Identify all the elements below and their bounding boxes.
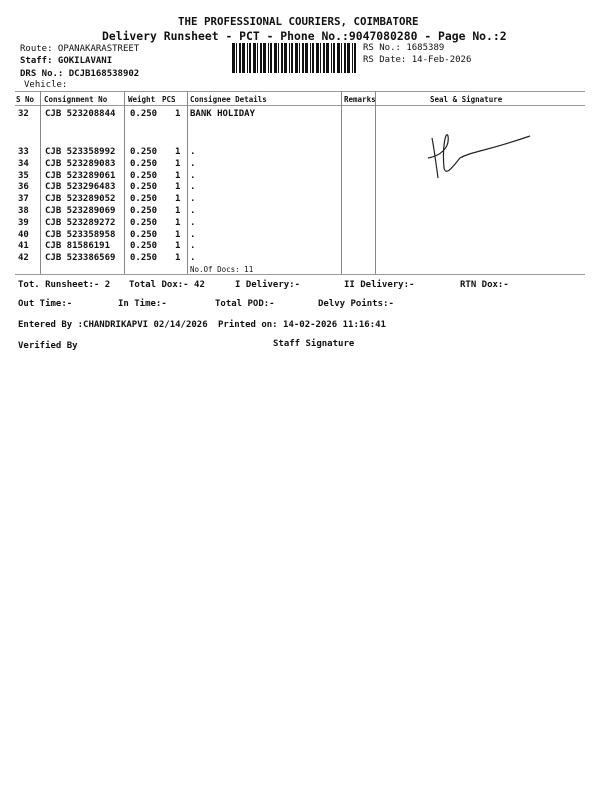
barcode-bar (302, 43, 304, 73)
i-delivery: I Delivery:- (235, 280, 301, 290)
consignee-details: . (190, 206, 196, 216)
verified-by: Verified By (18, 341, 78, 351)
consignee-details: BANK HOLIDAY (190, 109, 256, 119)
table-row (0, 253, 600, 265)
consignment-no: CJB 523289061 (45, 170, 116, 181)
barcode-bar (247, 43, 248, 73)
barcode-bar (310, 43, 311, 73)
col-sno: S No (16, 95, 35, 104)
consignee-details: . (190, 147, 196, 157)
sno: 40 (18, 229, 29, 240)
sno: 41 (18, 241, 29, 252)
tot-runsheet: Tot. Runsheet:- 2 (18, 280, 111, 290)
barcode-bar (354, 43, 356, 73)
sno: 36 (18, 182, 29, 193)
out-time: Out Time:- (18, 299, 73, 309)
col-consignment: Consignment No (44, 95, 108, 104)
staff-signature: Staff Signature (273, 339, 355, 349)
barcode-bar (257, 43, 258, 73)
barcode-bar (352, 43, 353, 73)
barcode-bar (278, 43, 279, 73)
consignee-details: . (190, 229, 196, 240)
barcode-bar (274, 43, 277, 73)
sno: 42 (18, 253, 29, 264)
barcode-bar (333, 43, 335, 73)
sno: 35 (18, 170, 29, 181)
barcode-bar (284, 43, 287, 73)
barcode (232, 43, 360, 73)
consignment-no: CJB 523289272 (45, 217, 116, 228)
weight: 0.250 (130, 182, 158, 193)
consignment-no: CJB 81586191 (45, 241, 111, 252)
in-time: In Time:- (118, 299, 167, 309)
barcode-bar (239, 43, 241, 73)
route: Route: OPANAKARASTREET (20, 44, 140, 54)
runsheet-subtitle: Delivery Runsheet - PCT - Phone No.:9047080280 - Page No.:2 (102, 29, 507, 43)
pcs: 1 (175, 109, 181, 119)
consignee-details: . (190, 170, 196, 181)
delvy-points: Delvy Points:- (318, 299, 394, 309)
barcode-bar (291, 43, 293, 73)
weight: 0.250 (130, 109, 158, 119)
printed-on: Printed on: 14-02-2026 11:16:41 (218, 320, 386, 330)
vehicle: Vehicle: (24, 80, 68, 90)
pcs: 1 (175, 217, 181, 228)
consignment-no: CJB 523289069 (45, 206, 116, 216)
weight: 0.250 (130, 158, 158, 169)
table-top-border (15, 91, 585, 92)
barcode-bar (253, 43, 256, 73)
barcode-bar (341, 43, 342, 73)
weight: 0.250 (130, 170, 158, 181)
col-pcs: PCS (162, 95, 176, 104)
consignee-details: . (190, 194, 196, 205)
entered-by: Entered By :CHANDRIKAPVI 02/14/2026 (18, 320, 208, 330)
barcode-bar (236, 43, 237, 73)
barcode-bar (270, 43, 272, 73)
weight: 0.250 (130, 206, 158, 216)
weight: 0.250 (130, 241, 158, 252)
weight: 0.250 (130, 229, 158, 240)
pcs: 1 (175, 253, 181, 264)
barcode-bar (268, 43, 269, 73)
barcode-bar (323, 43, 325, 73)
consignment-no: CJB 523289083 (45, 158, 116, 169)
no-of-docs: No.Of Docs: 11 (190, 265, 254, 274)
barcode-bar (347, 43, 350, 73)
barcode-bar (316, 43, 319, 73)
consignment-no: CJB 523208844 (45, 109, 116, 119)
barcode-bar (289, 43, 290, 73)
weight: 0.250 (130, 147, 158, 157)
table-row (0, 109, 600, 121)
consignment-no: CJB 523296483 (45, 182, 116, 193)
consignee-details: . (190, 253, 196, 264)
barcode-bar (232, 43, 235, 73)
rs-date: RS Date: 14-Feb-2026 (363, 55, 472, 65)
barcode-bar (295, 43, 298, 73)
sno: 33 (18, 147, 29, 157)
rtn-dox: RTN Dox:- (460, 280, 509, 290)
col-consignee: Consignee Details (190, 95, 267, 104)
table-row (0, 194, 600, 206)
company-title: THE PROFESSIONAL COURIERS, COIMBATORE (178, 15, 419, 28)
consignee-details: . (190, 182, 196, 193)
table-row (0, 218, 600, 230)
sno: 39 (18, 217, 29, 228)
signature (420, 128, 550, 183)
barcode-bar (344, 43, 346, 73)
table-row (0, 182, 600, 194)
pcs: 1 (175, 194, 181, 205)
ii-delivery: II Delivery:- (344, 280, 415, 290)
barcode-bar (260, 43, 262, 73)
pcs: 1 (175, 241, 181, 252)
table-row (0, 230, 600, 242)
table-row (0, 241, 600, 253)
staff: Staff: GOKILAVANI (20, 56, 113, 66)
pcs: 1 (175, 229, 181, 240)
consignment-no: CJB 523358992 (45, 147, 116, 157)
pcs: 1 (175, 147, 181, 157)
table-bottom-border (15, 274, 585, 275)
pcs: 1 (175, 170, 181, 181)
barcode-bar (331, 43, 332, 73)
consignment-no: CJB 523386569 (45, 253, 116, 264)
barcode-bar (320, 43, 321, 73)
pcs: 1 (175, 182, 181, 193)
barcode-bar (242, 43, 245, 73)
barcode-bar (281, 43, 283, 73)
drs-no: DRS No.: DCJB168538902 (20, 69, 140, 79)
barcode-bar (263, 43, 266, 73)
consignment-no: CJB 523358958 (45, 229, 116, 240)
consignee-details: . (190, 241, 196, 252)
total-dox: Total Dox:- 42 (129, 280, 205, 290)
consignment-no: CJB 523289052 (45, 194, 116, 205)
sno: 37 (18, 194, 29, 205)
barcode-bar (249, 43, 251, 73)
sno: 34 (18, 158, 29, 169)
barcode-bar (337, 43, 340, 73)
table-row (0, 206, 600, 218)
sno: 32 (18, 109, 29, 119)
pcs: 1 (175, 206, 181, 216)
barcode-bar (305, 43, 308, 73)
col-weight: Weight (128, 95, 156, 104)
barcode-bar (299, 43, 300, 73)
consignee-details: . (190, 217, 196, 228)
total-pod: Total POD:- (215, 299, 275, 309)
rs-no: RS No.: 1685389 (363, 43, 445, 53)
col-seal-signature: Seal & Signature (430, 95, 503, 104)
weight: 0.250 (130, 194, 158, 205)
weight: 0.250 (130, 217, 158, 228)
consignee-details: . (190, 158, 196, 169)
pcs: 1 (175, 158, 181, 169)
barcode-bar (312, 43, 314, 73)
table-header-border (15, 105, 585, 106)
sno: 38 (18, 206, 29, 216)
weight: 0.250 (130, 253, 158, 264)
col-remarks: Remarks (344, 95, 376, 104)
barcode-bar (326, 43, 329, 73)
